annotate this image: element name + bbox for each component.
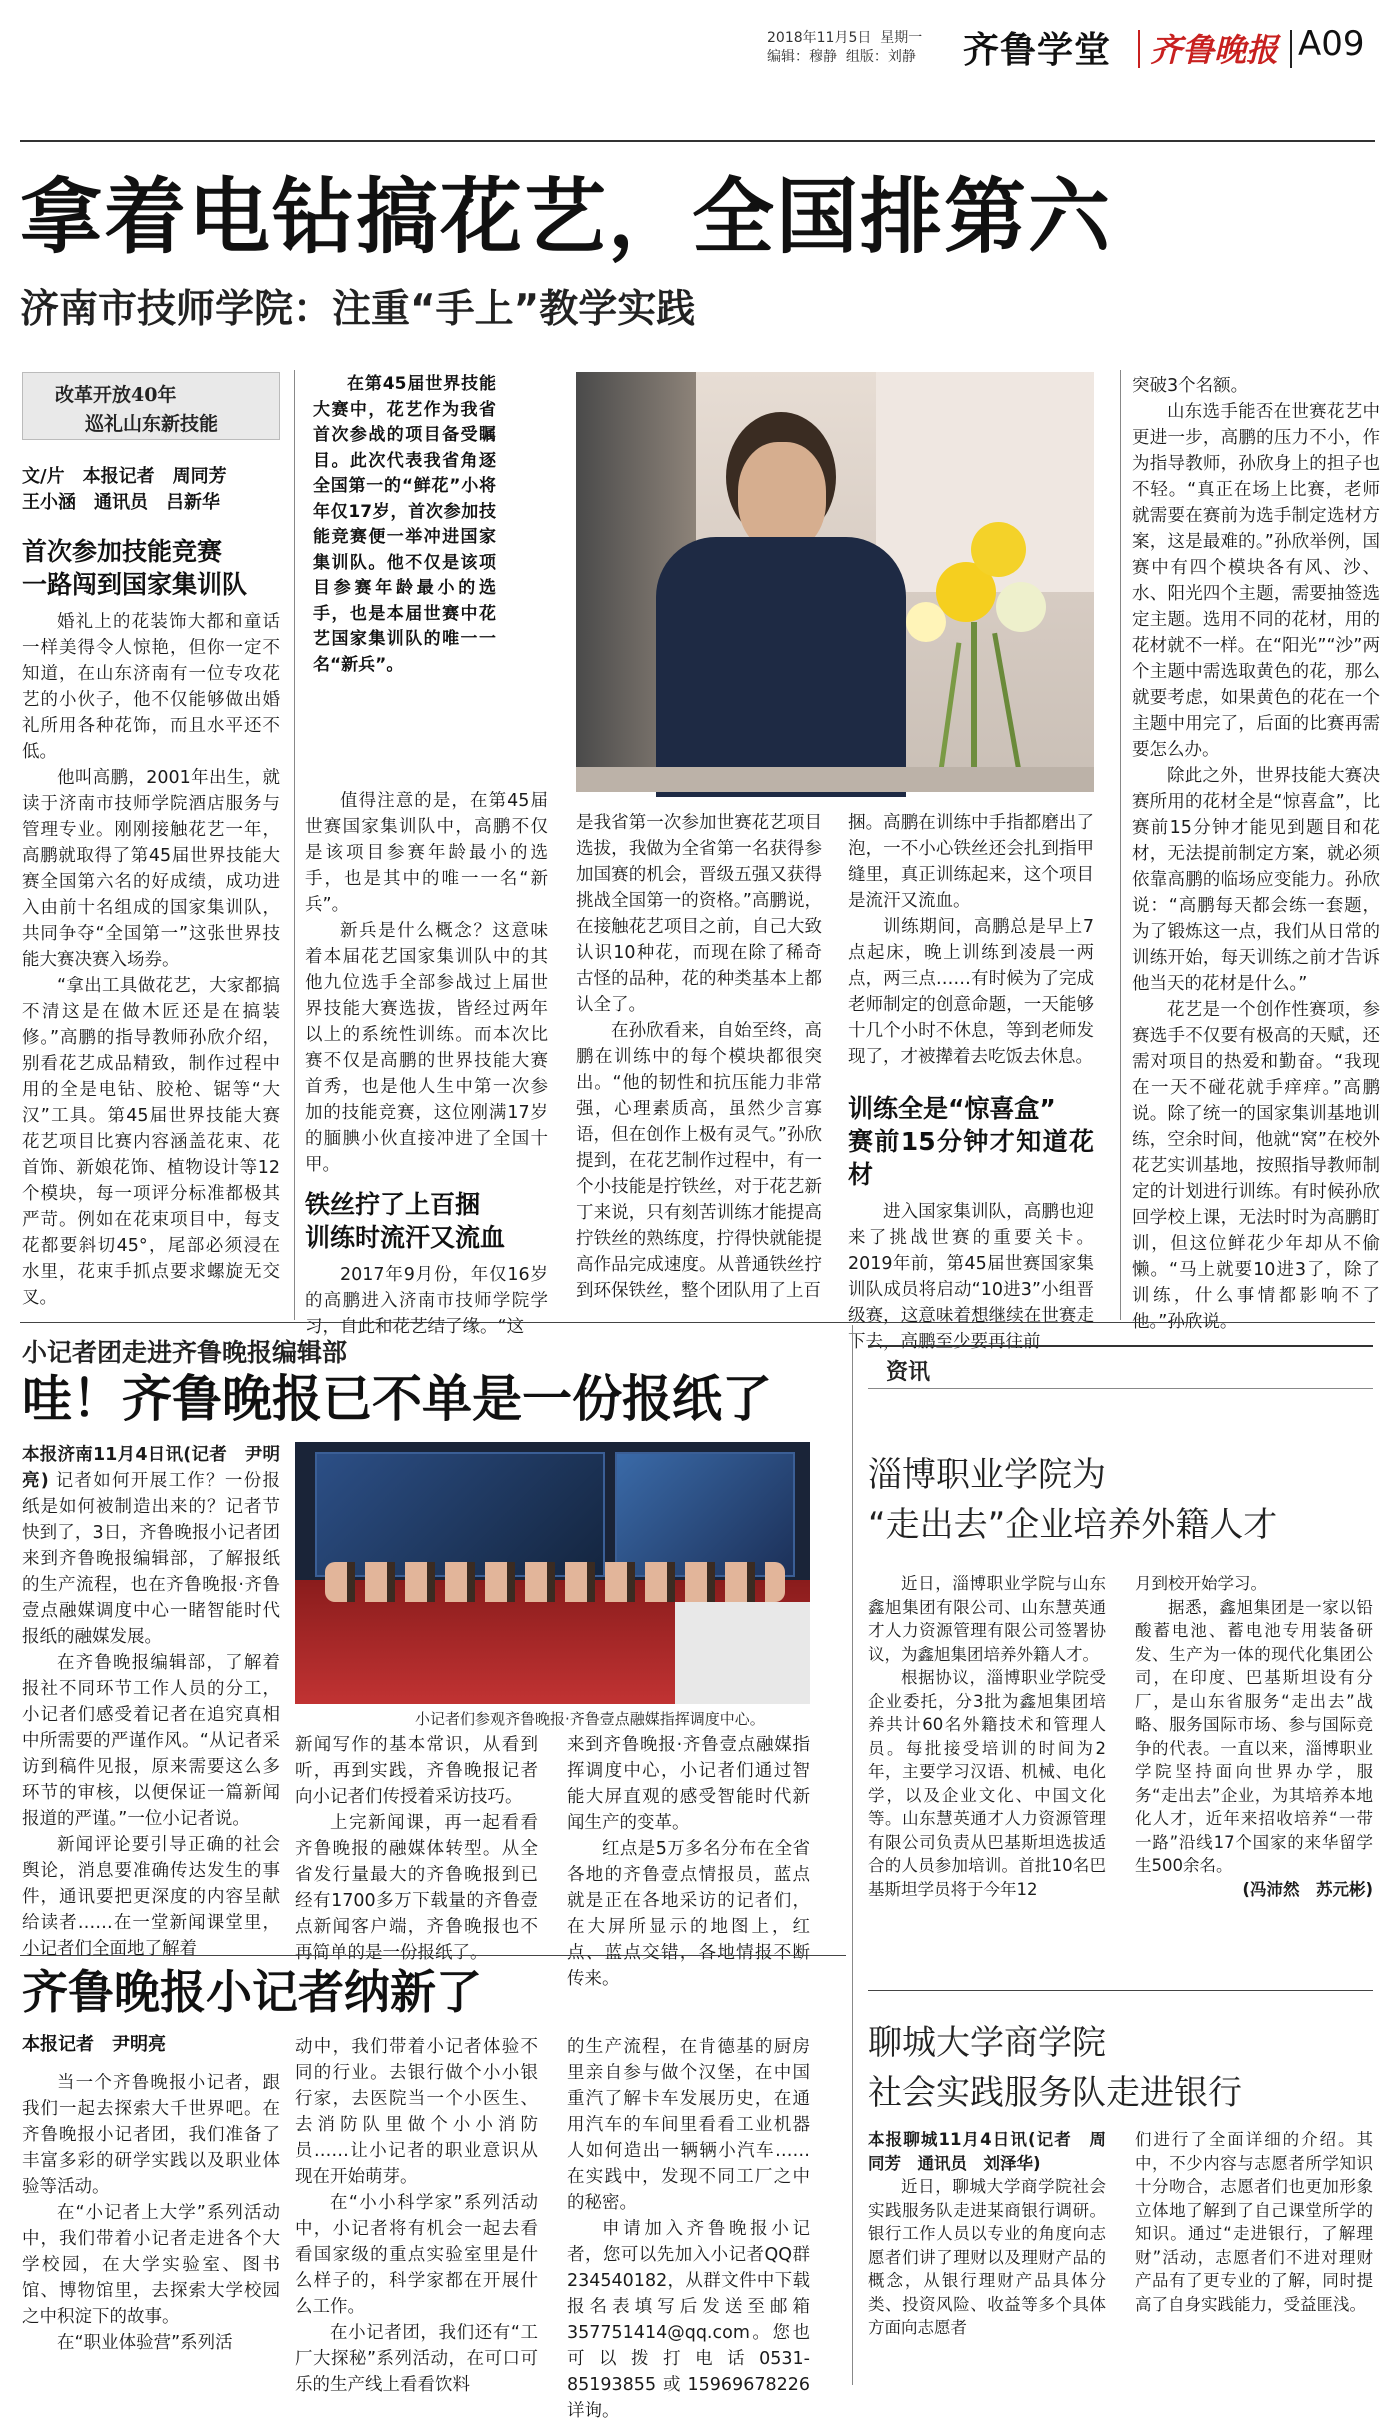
paragraph: 花艺是一个创作性赛项，参赛选手不仅要有极高的天赋，还需对项目的热爱和勤奋。“我现在一天不碰花就手痒痒。”高鹏说。除了统一的国家集训基地训练，空余时间，他就“窝”在校外花艺实训基地，按照指导教师制定的计划进行训练。有时候孙欣回学校上课，无法时时为高鹏盯训，但这位鲜花少年却从不偷懒。“马上就要10进3了，除了训练，什么事情都影响不了他。”孙欣说。 <box>1132 1000 1380 1332</box>
a2-lead-text: 记者如何开展工作？一份报纸是如何被制造出来的？记者节快到了，3日，齐鲁晚报小记者团来到齐鲁晚报编辑部，了解报纸的生产流程，也在齐鲁晚报·齐鲁壹点融媒调度中心一睹智能时代报纸的融媒发展。 <box>22 1471 281 1647</box>
header-editor-line <box>767 46 916 66</box>
paragraph: 在“小记者上大学”系列活动中，我们带着小记者走进各个大学校园，在大学实验室、图书馆、博物馆里，去探索大学校园之中积淀下的故事。 <box>22 2203 280 2327</box>
paragraph: 上完新闻课，再一起看看齐鲁晚报的融媒体转型。从全省发行量最大的齐鲁晚报到已经有1700多万下载量的齐鲁壹点新闻客户端，齐鲁晚报也不再简单的是一份报纸了。 <box>295 1813 538 1963</box>
a1-subhead: 济南市技师学院：注重“手上”教学实践 <box>20 287 696 332</box>
paragraph: 在孙欣看来，自始至终，高鹏在训练中的每个模块都很突出。“他的韧性和抗压能力非常强，心理素质高，虽然少言寡语，但在创作上极有灵气。”孙欣提到，在花艺制作过程中，有一个小技能是拧铁丝，对于花艺新丁来说，只有刻苦训练才能提高拧铁丝的熟练度，拧得快就能提高作品完成速度。从普通铁丝拧到环保铁丝，整个团队用了上百 <box>576 1021 822 1301</box>
paragraph: 是我省第一次参加世赛花艺项目选拔，我做为全省第一名获得参加国赛的机会，晋级五强又获得挑战全国第一的资格。”高鹏说，在接触花艺项目之前，自己大致认识10种花，而现在除了稀奇古怪的品种，花的种类基本上都认全了。 <box>576 813 822 1015</box>
a2-dateline: 本报济南11月4日讯(记者 尹明亮) <box>22 1445 280 1491</box>
a3-column-2 <box>295 2034 538 2398</box>
paragraph: 他叫高鹏，2001年出生，就读于济南市技师学院酒店服务与管理专业。刚刚接触花艺一年，高鹏就取得了第45届世界技能大赛全国第六名的好成绩，成功进入由前十名组成的国家集训队，共同争夺“全国第一”这张世界技能大赛决赛入场券。 <box>22 768 280 970</box>
paragraph: 进入国家集训队，高鹏也迎来了挑战世赛的重要关卡。2019年前，第45届世赛国家集训队成员将启动“10进3”小组晋级赛，这意味着想继续在世赛走下去，高鹏至少要再往前 <box>848 1202 1094 1352</box>
paragraph: 动中，我们带着小记者体验不同的行业。去银行做个小小银行家，去医院当一个小医生、去消防队里做个小小消防员……让小记者的职业意识从现在开始萌芽。 <box>295 2037 538 2187</box>
a2-photo-group <box>295 1442 810 1704</box>
paragraph: 来到齐鲁晚报·齐鲁壹点融媒指挥调度中心，小记者们通过智能大屏直观的感受智能时代新闻生产的变革。 <box>567 1735 810 1833</box>
a2-column-3 <box>567 1732 810 1992</box>
a1-badge-line1: 改革开放40年 <box>55 384 177 406</box>
section-name: 齐鲁学堂 <box>963 30 1112 71</box>
a2-column-1 <box>22 1442 280 1962</box>
paragraph: 申请加入齐鲁晚报小记者，您可以先加入小记者QQ群234540182，从群文件中下载报名表填写后发送至邮箱357751414@qq.com。您也可以拨打电话0531-85193855或15969678226详询。 <box>567 2219 810 2421</box>
a1-subhead-3: 训练全是“惊喜盒” 赛前15分钟才知道花材 <box>848 1094 1094 1189</box>
paragraph: 在“小小科学家”系列活动中，小记者将有机会一起去看看国家级的重点实验室里是什么样子的，科学家都在开展什么工作。 <box>295 2193 538 2317</box>
b1-headline: 淄博职业学院为 “走出去”企业培养外籍人才 <box>868 1455 1278 1545</box>
a1-lead: 在第45届世界技能大赛中，花艺作为我省首次参战的项目备受瞩目。此次代表我省角逐全国第一的“鲜花”小将年仅17岁，首次参加技能竞赛便一举冲进国家集训队。他不仅是该项目参赛年龄最小的选手，也是本届世赛中花艺国家集训队的唯一一名“新兵”。 <box>313 374 496 675</box>
paragraph: 山东选手能否在世赛花艺中更进一步，高鹏的压力不小，作为指导教师，孙欣身上的担子也不轻。“真正在场上比赛，老师就需要在赛前为选手制定选材方案，这是最难的。”孙欣举例，国赛中有四个模块各有风、沙、水、阳光四个主题，需要抽签选定主题。选用不同的花材，用的花材就不一样。在“阳光”“沙”两个主题中需选取黄色的花，那么就要考虑，如果黄色的花在一个主题中用完了，后面的比赛再需要怎么办。 <box>1132 402 1380 760</box>
paragraph: 红点是5万多名分布在全省各地的齐鲁壹点情报员，蓝点就是正在各地采访的记者们，在大屏所显示的地图上，红点、蓝点交错，各地情报不断传来。 <box>567 1839 810 1989</box>
a1-byline-2: 王小涵 通讯员 吕新华 <box>22 492 220 513</box>
a1-column-4 <box>848 810 1094 1355</box>
header-rule <box>20 140 1375 142</box>
a1-photo-florist <box>576 372 1094 792</box>
paragraph: 值得注意的是，在第45届世赛国家集训队中，高鹏不仅是该项目参赛年龄最小的选手，也是其中的唯一一名“新兵”。 <box>305 791 548 915</box>
paragraph: 近日，淄博职业学院与山东鑫旭集团有限公司、山东慧英通才人力资源管理有限公司签署协议，为鑫旭集团培养外籍人才。 <box>868 1574 1106 1664</box>
paragraph <box>22 1442 280 1650</box>
a1-subhead-2: 铁丝拧了上百捆 训练时流汗又流血 <box>305 1190 506 1252</box>
paragraph: 新闻评论要引导正确的社会舆论，消息要准确传达发生的事件，通讯要把更深度的内容呈献给读者……在一堂新闻课堂里，小记者们全面地了解着 <box>22 1835 280 1959</box>
header-divider-2 <box>1290 30 1292 68</box>
header-weekday: 星期一 <box>880 30 923 46</box>
header-date-line <box>767 27 922 47</box>
paragraph: 在齐鲁晚报编辑部，了解着报社不同环节工作人员的分工，小记者们感受着记者在追究真相中所需要的严谨作风。“从记者采访到稿件见报，原来需要这么多环节的审核，以便保证一篇新闻报道的严谨。”一位小记者说。 <box>22 1653 280 1829</box>
section-rule <box>20 1955 846 1956</box>
a1-column-5 <box>1132 373 1380 1335</box>
a1-subhead-1: 首次参加技能竞赛 一路闯到国家集训队 <box>22 537 248 599</box>
column-divider <box>1120 370 1121 1320</box>
paragraph: 据悉，鑫旭集团是一家以铅酸蓄电池、蓄电池专用装备研发、生产为一体的现代化集团公司，在印度、巴基斯坦设有分厂，是山东省服务“走出去”战略、服务国际市场、参与国际竞争的代表。一直以来，淄博职业学院坚持面向世界办学，服务“走出去”企业，为其培养本地化人才，近年来招收培养“一带一路”沿线17个国家的来华留学生500余名。 <box>1135 1597 1373 1875</box>
section-rule <box>20 1322 1375 1323</box>
a1-badge <box>22 372 280 440</box>
paragraph: 新兵是什么概念？这意味着本届花艺国家集训队中的其他九位选手全部参战过上届世界技能大赛选拔，皆经过两年以上的系统性训练。而本次比赛不仅是高鹏的世界技能大赛首秀，也是他人生中第一次参加的技能竞赛，这位刚满17岁的腼腆小伙直接冲进了全国十甲。 <box>305 921 548 1175</box>
b2-column-2 <box>1135 2128 1373 2316</box>
header-editor: 编辑：穆静 <box>767 49 837 65</box>
column-divider <box>852 1325 853 2385</box>
a3-column-3 <box>567 2034 810 2424</box>
news-label-box <box>868 1345 1373 1389</box>
header-date: 2018年11月5日 <box>767 30 872 46</box>
a2-kicker: 小记者团走进齐鲁晚报编辑部 <box>22 1338 348 1367</box>
paragraph: 婚礼上的花装饰大都和童话一样美得令人惊艳，但你一定不知道，在山东济南有一位专攻花艺的小伙子，他不仅能够做出婚礼所用各种花饰，而且水平还不低。 <box>22 612 280 762</box>
paragraph: 在小记者团，我们还有“工厂大探秘”系列活动，在可口可乐的生产线上看看饮料 <box>295 2323 538 2395</box>
a1-column-3 <box>576 810 822 1304</box>
page-number: A09 <box>1298 24 1365 64</box>
paragraph <box>868 2128 1106 2175</box>
paragraph: 月到校开始学习。 <box>1135 1574 1267 1593</box>
paragraph: 捆。高鹏在训练中手指都磨出了泡，一不小心铁丝还会扎到指甲缝里，真正训练起来，这个项目是流汗又流血。 <box>848 813 1094 911</box>
paragraph: 的生产流程，在肯德基的厨房里亲自参与做个汉堡，在中国重汽了解卡车发展历史，在通用汽车的车间里看看工业机器人如何造出一辆辆小汽车……在实践中，发现不同工厂之中的秘密。 <box>567 2037 810 2213</box>
header-layout: 组版：刘静 <box>845 49 916 65</box>
paragraph: “拿出工具做花艺，大家都搞不清这是在做木匠还是在搞装修。”高鹏的指导教师孙欣介绍，别看花艺成品精致，制作过程中用的全是电钻、胶枪、锯等“大汉”工具。第45届世界技能大赛花艺项目比赛内容涵盖花束、花首饰、新娘花饰、植物设计等12个模块，每一项评分标准都极其严苛。例如在花束项目中，每支花都要斜切45°，尾部必须浸在水里，花束手抓点要求螺旋无交叉。 <box>22 976 280 1308</box>
paragraph: 当一个齐鲁晚报小记者，跟我们一起去探索大千世界吧。在齐鲁晚报小记者团，我们准备了丰富多彩的研学实践以及职业体验等活动。 <box>22 2073 280 2197</box>
paragraph: 近日，聊城大学商学院社会实践服务队走进某商银行调研。银行工作人员以专业的角度向志愿者们讲了理财以及理财产品的概念，从银行理财产品具体分类、投资风险、收益等多个具体方面向志愿者 <box>868 2177 1106 2337</box>
b2-column-1 <box>868 2128 1106 2340</box>
a3-headline: 齐鲁晚报小记者纳新了 <box>22 1965 482 2019</box>
section-rule <box>868 1990 1373 1991</box>
paragraph: 突破3个名额。 <box>1132 376 1249 396</box>
a2-headline: 哇！齐鲁晚报已不单是一份报纸了 <box>22 1370 772 1428</box>
paragraph: 除此之外，世界技能大赛决赛所用的花材全是“惊喜盒”，比赛前15分钟才能见到题目和花材，无法提前制定方案，就必须依靠高鹏的临场应变能力。孙欣说：“高鹏每天都会练一套题，为了锻炼这一点，我们从日常的训练开始，每天训练之前才告诉他当天的花材是什么。” <box>1132 766 1380 994</box>
b1-column-2 <box>1135 1572 1373 1901</box>
a1-headline: 拿着电钻搞花艺，全国排第六 <box>20 170 1113 265</box>
b1-column-1 <box>868 1572 1106 1901</box>
a2-photo-caption: 小记者们参观齐鲁晚报·齐鲁壹点融媒指挥调度中心。 <box>415 1710 765 1728</box>
news-label: 资讯 <box>886 1360 931 1385</box>
paragraph: 们进行了全面详细的介绍。其中，不少内容与志愿者所学知识十分吻合，志愿者们也更加形象立体地了解到了自己课堂所学的知识。通过“走进银行，了解理财”活动，志愿者们不进对理财产品有了更专业的了解，同时提高了自身实践能力，受益匪浅。 <box>1135 2130 1373 2314</box>
column-divider <box>294 370 295 1320</box>
a1-badge-line2: 巡礼山东新技能 <box>85 413 219 435</box>
header-divider <box>1138 30 1140 68</box>
b1-signature: (冯沛然 苏元彬) <box>1242 1879 1373 1899</box>
a3-column-1 <box>22 2070 280 2356</box>
paragraph: 训练期间，高鹏总是早上7点起床，晚上训练到凌晨一两点，两三点……有时候为了完成老师制定的创意命题，一天能够十几个小时不休息，等到老师发现了，才被撵着去吃饭去休息。 <box>848 917 1094 1067</box>
a1-byline-1: 文/片 本报记者 周同芳 <box>22 466 227 487</box>
paragraph: 根据协议，淄博职业学院受企业委托，分3批为鑫旭集团培养共计60名外籍技术和管理人员。每批接受培训的时间为2年，主要学习汉语、机械、电化学，以及企业文化、中国文化等。山东慧英通才人力资源管理有限公司负责从巴基斯坦选拔适合的人员参加培训。首批10名巴基斯坦学员将于今年12 <box>868 1668 1106 1899</box>
a1-column-1 <box>22 525 280 1311</box>
b2-dateline: 本报聊城11月4日讯(记者 周同芳 通讯员 刘泽华) <box>868 2130 1106 2173</box>
paragraph: 2017年9月份，年仅16岁的高鹏进入济南市技师学院学习，自此和花艺结了缘。“这 <box>305 1265 548 1337</box>
paragraph: 在“职业体验营”系列活 <box>57 2333 233 2353</box>
a1-column-2 <box>305 788 548 1340</box>
a3-byline: 本报记者 尹明亮 <box>22 2034 166 2055</box>
b2-headline: 聊城大学商学院 社会实践服务队走进银行 <box>868 2023 1242 2113</box>
paragraph: 新闻写作的基本常识，从看到听，再到实践，齐鲁晚报记者向小记者们传授着采访技巧。 <box>295 1735 538 1807</box>
paper-logo: 齐鲁晚报 <box>1150 31 1279 69</box>
a2-column-2 <box>295 1732 538 1966</box>
